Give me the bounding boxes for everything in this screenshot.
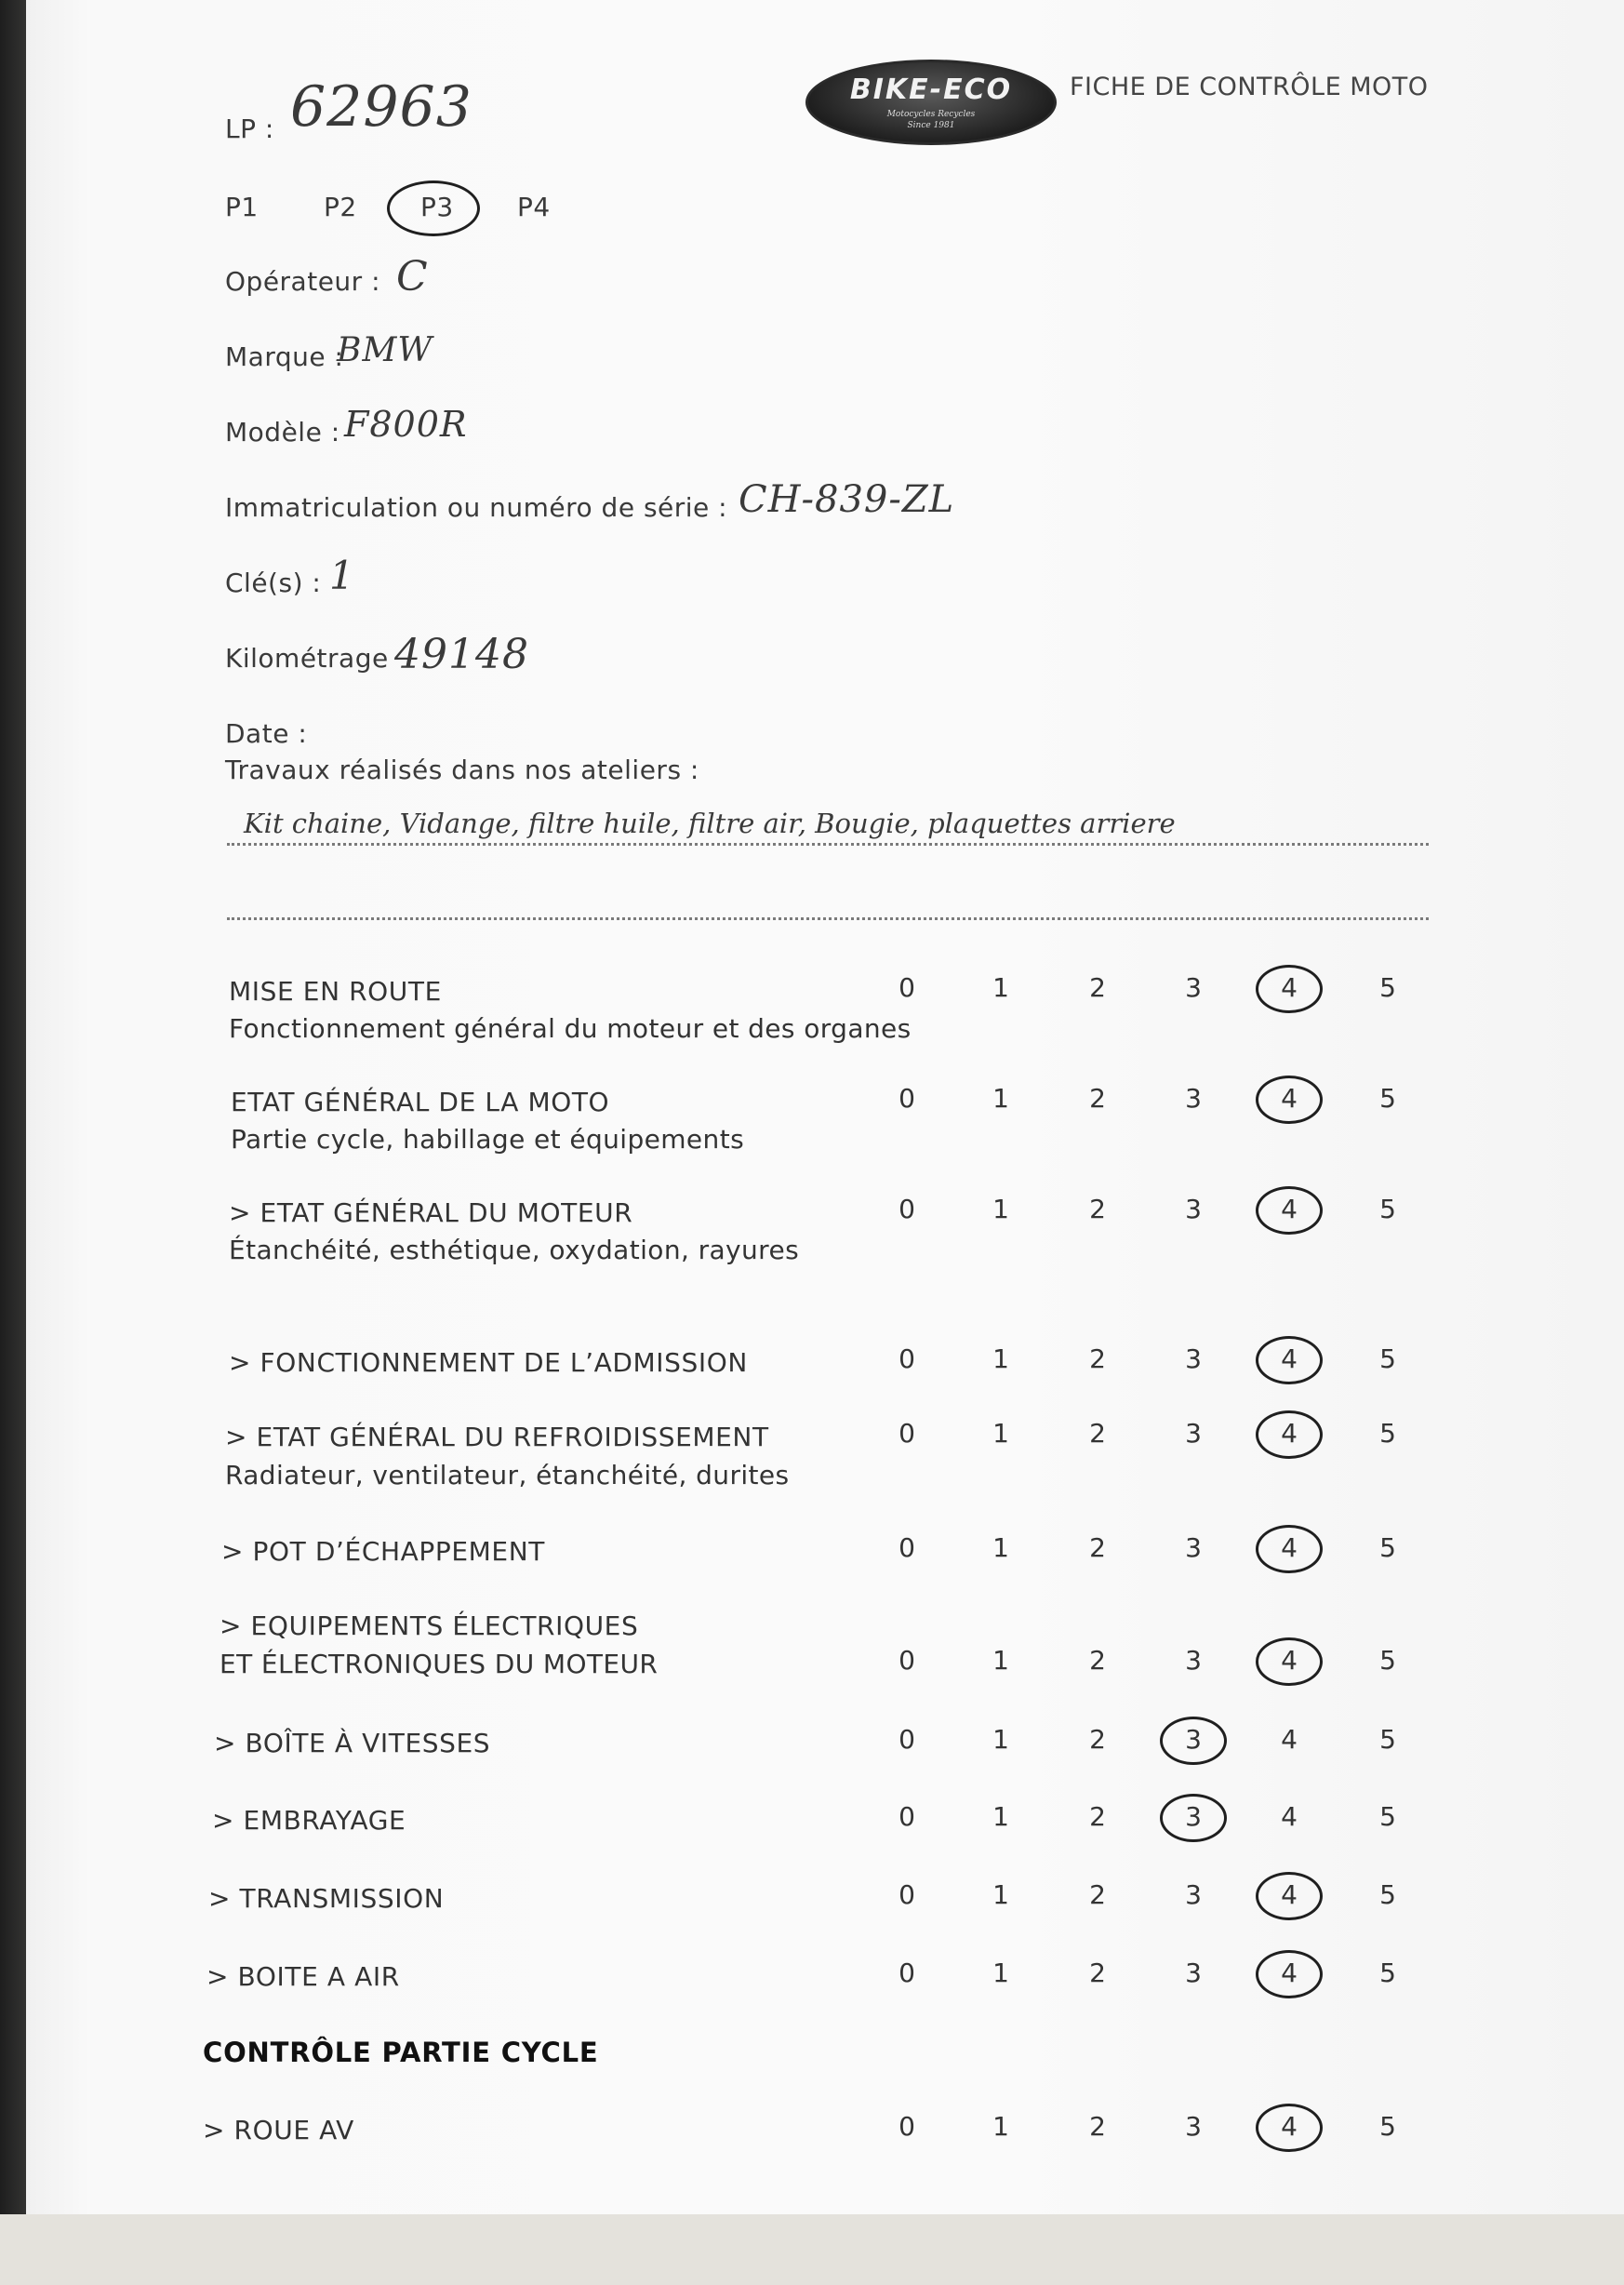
score-selected-circle — [1256, 1336, 1323, 1384]
mileage-label: Kilométrage — [225, 643, 389, 674]
operator-value: C — [396, 253, 429, 301]
background-cloth — [0, 2214, 1624, 2285]
score-option-0: 0 — [899, 1958, 915, 1988]
position-p2: P2 — [324, 192, 357, 222]
score-option-3: 3 — [1185, 1879, 1202, 1910]
score-selected-circle — [1256, 1410, 1323, 1459]
score-option-5: 5 — [1379, 1083, 1396, 1114]
score-option-1: 1 — [992, 1343, 1009, 1374]
operator-label: Opérateur : — [225, 266, 381, 297]
form-title: FICHE DE CONTRÔLE MOTO — [1070, 73, 1429, 101]
mileage-value: 49148 — [394, 631, 529, 678]
score-option-5: 5 — [1379, 1879, 1396, 1910]
inspection-item-subtitle: Étanchéité, esthétique, oxydation, rayures — [229, 1235, 800, 1265]
inspection-item-title: ETAT GÉNÉRAL DE LA MOTO — [231, 1087, 610, 1117]
keys-value: 1 — [329, 553, 355, 598]
company-logo — [805, 60, 1057, 145]
inspection-item-title: > ETAT GÉNÉRAL DU MOTEUR — [229, 1197, 633, 1228]
score-option-5: 5 — [1379, 1958, 1396, 1988]
inspection-item-title: > BOÎTE À VITESSES — [214, 1728, 491, 1758]
score-option-2: 2 — [1089, 1801, 1106, 1832]
inspection-item-subtitle: Partie cycle, habillage et équipements — [231, 1124, 745, 1155]
score-option-1: 1 — [992, 1532, 1009, 1563]
score-option-3: 3 — [1185, 1724, 1202, 1755]
score-option-4: 4 — [1281, 972, 1298, 1003]
score-option-5: 5 — [1379, 2111, 1396, 2142]
score-option-1: 1 — [992, 1958, 1009, 1988]
score-option-4: 4 — [1281, 1194, 1298, 1224]
inspection-item-title: > EMBRAYAGE — [212, 1805, 406, 1836]
work-done-text: Kit chaine, Vidange, filtre huile, filtre air, Bougie, plaquettes arriere — [244, 808, 1176, 839]
score-option-5: 5 — [1379, 972, 1396, 1003]
score-option-4: 4 — [1281, 1801, 1298, 1832]
inspection-item-subtitle: Radiateur, ventilateur, étanchéité, durites — [225, 1460, 790, 1490]
position-p1: P1 — [225, 192, 259, 222]
registration-label: Immatriculation ou numéro de série : — [225, 492, 728, 523]
score-option-3: 3 — [1185, 1083, 1202, 1114]
score-option-3: 3 — [1185, 1418, 1202, 1449]
score-option-2: 2 — [1089, 1194, 1106, 1224]
score-option-0: 0 — [899, 1343, 915, 1374]
inspection-item-title: > TRANSMISSION — [208, 1883, 445, 1914]
score-option-3: 3 — [1185, 1645, 1202, 1676]
position-p3: P3 — [420, 192, 454, 222]
score-option-2: 2 — [1089, 1343, 1106, 1374]
lp-value: 62963 — [290, 74, 473, 140]
score-option-1: 1 — [992, 1645, 1009, 1676]
work-done-label: Travaux réalisés dans nos ateliers : — [225, 755, 699, 785]
score-option-2: 2 — [1089, 1958, 1106, 1988]
score-option-3: 3 — [1185, 1194, 1202, 1224]
score-option-3: 3 — [1185, 1343, 1202, 1374]
score-option-4: 4 — [1281, 1879, 1298, 1910]
score-option-0: 0 — [899, 1194, 915, 1224]
brand-value: BMW — [337, 331, 433, 369]
score-option-1: 1 — [992, 972, 1009, 1003]
score-option-3: 3 — [1185, 1801, 1202, 1832]
score-option-5: 5 — [1379, 1418, 1396, 1449]
score-option-3: 3 — [1185, 972, 1202, 1003]
score-option-0: 0 — [899, 1532, 915, 1563]
score-selected-circle — [1160, 1794, 1227, 1842]
score-option-2: 2 — [1089, 1532, 1106, 1563]
score-option-0: 0 — [899, 1724, 915, 1755]
score-option-1: 1 — [992, 1083, 1009, 1114]
score-option-0: 0 — [899, 972, 915, 1003]
inspection-item-title: > ROUE AV — [203, 2115, 354, 2145]
score-selected-circle — [1256, 1637, 1323, 1686]
brand-label: Marque : — [225, 341, 344, 372]
inspection-item-subtitle: ET ÉLECTRONIQUES DU MOTEUR — [220, 1649, 659, 1679]
score-option-0: 0 — [899, 1801, 915, 1832]
section-heading-cycle: CONTRÔLE PARTIE CYCLE — [203, 2037, 599, 2068]
score-option-4: 4 — [1281, 2111, 1298, 2142]
inspection-item-title: > ETAT GÉNÉRAL DU REFROIDISSEMENT — [225, 1422, 769, 1452]
score-option-2: 2 — [1089, 2111, 1106, 2142]
score-option-3: 3 — [1185, 1532, 1202, 1563]
score-option-5: 5 — [1379, 1645, 1396, 1676]
score-option-2: 2 — [1089, 1083, 1106, 1114]
lp-label: LP : — [225, 114, 274, 144]
score-option-0: 0 — [899, 1879, 915, 1910]
model-label: Modèle : — [225, 417, 340, 448]
score-selected-circle — [1256, 1186, 1323, 1235]
score-option-5: 5 — [1379, 1194, 1396, 1224]
logo-tagline: Motocycles Recycles Since 1981 — [886, 110, 976, 130]
score-option-4: 4 — [1281, 1083, 1298, 1114]
inspection-item-subtitle: Fonctionnement général du moteur et des organes — [229, 1013, 912, 1044]
position-selected-circle — [387, 180, 480, 236]
score-option-0: 0 — [899, 1418, 915, 1449]
score-option-1: 1 — [992, 2111, 1009, 2142]
score-option-1: 1 — [992, 1418, 1009, 1449]
registration-value: CH-839-ZL — [739, 478, 955, 521]
score-selected-circle — [1160, 1717, 1227, 1765]
score-option-1: 1 — [992, 1194, 1009, 1224]
score-option-5: 5 — [1379, 1724, 1396, 1755]
score-option-0: 0 — [899, 2111, 915, 2142]
work-line-1 — [227, 843, 1429, 846]
score-option-2: 2 — [1089, 1418, 1106, 1449]
inspection-item-title: MISE EN ROUTE — [229, 976, 442, 1007]
inspection-item-title: > EQUIPEMENTS ÉLECTRIQUES — [220, 1610, 639, 1641]
model-value: F800R — [344, 404, 468, 445]
inspection-item-title: > POT D’ÉCHAPPEMENT — [221, 1536, 545, 1567]
score-option-1: 1 — [992, 1879, 1009, 1910]
score-option-4: 4 — [1281, 1645, 1298, 1676]
score-selected-circle — [1256, 1872, 1323, 1920]
inspection-item-title: > BOITE A AIR — [206, 1961, 400, 1992]
score-selected-circle — [1256, 1525, 1323, 1573]
score-option-5: 5 — [1379, 1343, 1396, 1374]
score-selected-circle — [1256, 1950, 1323, 1998]
score-option-3: 3 — [1185, 2111, 1202, 2142]
score-option-4: 4 — [1281, 1532, 1298, 1563]
score-option-4: 4 — [1281, 1958, 1298, 1988]
score-option-0: 0 — [899, 1645, 915, 1676]
score-option-0: 0 — [899, 1083, 915, 1114]
score-option-2: 2 — [1089, 972, 1106, 1003]
inspection-item-title: > FONCTIONNEMENT DE L’ADMISSION — [229, 1347, 748, 1378]
logo-wordmark: BIKE-ECO — [849, 73, 1013, 106]
score-option-4: 4 — [1281, 1418, 1298, 1449]
work-line-2 — [227, 917, 1429, 920]
score-option-2: 2 — [1089, 1724, 1106, 1755]
date-label: Date : — [225, 718, 308, 749]
keys-label: Clé(s) : — [225, 568, 322, 598]
score-option-1: 1 — [992, 1801, 1009, 1832]
position-p4: P4 — [517, 192, 551, 222]
score-option-1: 1 — [992, 1724, 1009, 1755]
score-option-5: 5 — [1379, 1801, 1396, 1832]
score-option-3: 3 — [1185, 1958, 1202, 1988]
score-selected-circle — [1256, 965, 1323, 1013]
score-option-4: 4 — [1281, 1343, 1298, 1374]
score-option-2: 2 — [1089, 1879, 1106, 1910]
score-selected-circle — [1256, 1076, 1323, 1124]
score-option-5: 5 — [1379, 1532, 1396, 1563]
score-option-2: 2 — [1089, 1645, 1106, 1676]
score-option-4: 4 — [1281, 1724, 1298, 1755]
score-selected-circle — [1256, 2104, 1323, 2152]
